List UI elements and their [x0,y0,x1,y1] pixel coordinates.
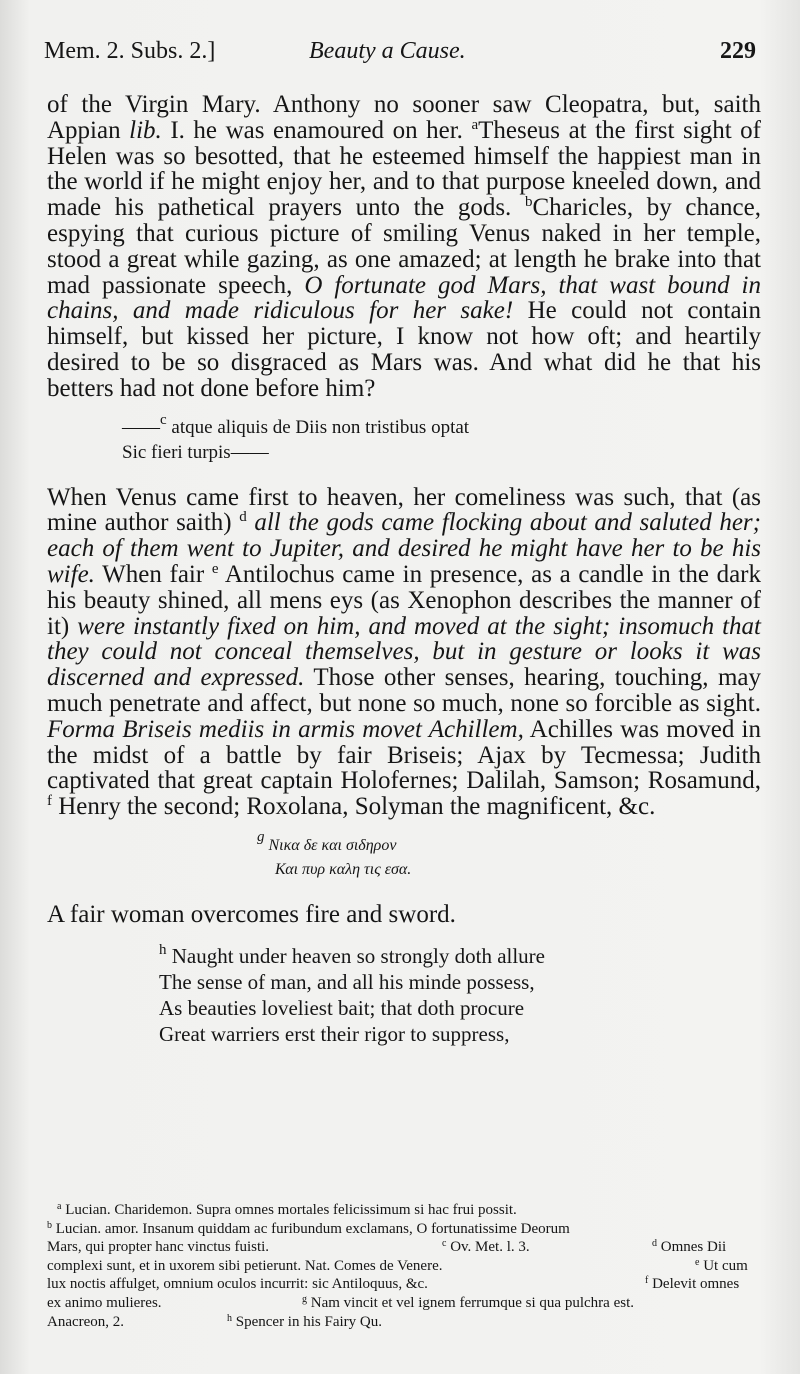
footnote-line [47,1313,759,1332]
text-run: I. he was enamoured on her. [161,116,472,144]
footnote-mark: h [227,1312,232,1324]
footnote-line [47,1275,759,1294]
verse-line: Και πυρ καλη τις εσα. [275,860,412,878]
verse-line: Great warriers erst their rigor to suppress, [159,1021,510,1046]
text-run: of the Virgin Mary. Anthony no sooner saw Cleopatra, but, saith Appian [47,91,761,144]
text-run: When fair [94,560,212,588]
footnote-b-continued: Mars, qui propter hanc vinctus fuisti. [47,1239,270,1256]
footnote-marker-d: d [239,509,247,526]
verse-line: The sense of man, and all his minde possess, [159,969,535,994]
footnotes [47,1201,759,1331]
footnote-text: Ut cum [699,1257,748,1274]
italic-run: were instantly fixed on him, and moved at the sight; insomuch that they could not conceal themselves, but in gesture or looks it was discerned and expressed. [47,612,762,692]
verse-line [159,943,761,969]
footnote-h [227,1313,382,1332]
italic-run: lib. [129,116,162,144]
italic-run: O fortunate god Mars, that wast bound in chains, and made ridiculous for her sake! [47,271,762,325]
footnote-line [47,1220,759,1239]
footnote-text: Spencer in his Fairy Qu. [232,1313,382,1330]
footnote-line [47,1238,759,1257]
verse-line [122,411,761,440]
footnote-b [47,1220,570,1239]
footnote-marker-h: h [159,941,167,958]
footnote-line [47,1257,759,1276]
verse-line: As beauties loveliest bait; that doth procure [159,995,525,1020]
text-run: When Venus came first to heaven, her comeliness was such, that (as mine author saith) [47,483,761,537]
footnote-text: Lucian. amor. Insanum quiddam ac furibundum exclamans, O fortunatissime Deorum [52,1220,570,1237]
verse-text: Νικα δε και σιδηρον [264,836,397,854]
footnote-d [652,1238,726,1257]
text-run: Charicles, by chance, espying that curious picture of smiling Venus naked in her temple, stood a great while gazing, as one amazed; at length he brake into that mad passionate speech, [47,194,761,299]
verse-text: atque aliquis de Diis non tristibus optat [166,416,470,438]
footnote-e [695,1257,748,1276]
paragraph-2 [47,485,761,820]
translation-line: A fair woman overcomes fire and sword. [47,900,456,928]
header-section-ref: Mem. 2. Subs. 2.] [44,38,216,64]
text-run: He could not contain himself, but kissed her picture, I know not how oft; and heartily desired to be so disgraced as Mars was. And what did he that his betters had not done before him? [47,297,761,402]
footnote-a [57,1201,517,1220]
text-run: Those other senses, hearing, touching, may much penetrate and affect, but none so much, none so forcible as sight. [47,664,761,717]
latin-verse [122,411,761,465]
footnote-line [47,1201,759,1220]
footnote-text: Lucian. Charidemon. Supra omnes mortales felicissimum si hac frui possit. [61,1202,517,1218]
footnote-mark: e [695,1256,700,1268]
footnote-text: Delevit omnes [648,1276,740,1293]
paragraph-1 [47,92,761,402]
footnote-f-continued: ex animo mulieres. [47,1294,162,1311]
text-run: Theseus at the first sight of Helen was so besotted, that he esteemed himself the happiest man in the world if he might enjoy her, and to that purpose kneeled down, and made his pathetical prayers unto the gods. [47,116,761,222]
footnote-f [645,1275,739,1294]
english-verse [159,943,761,1047]
footnote-e-continued: lux noctis affulget, omnium oculos incurrit: sic Antiloquus, &c. [47,1276,428,1293]
footnote-g-continued: Anacreon, 2. [47,1313,125,1330]
footnote-marker-f: f [47,793,52,810]
footnote-d-continued: complexi sunt, et in uxorem sibi petierunt. Nat. Comes de Venere. [47,1257,443,1274]
footnote-marker-e: e [211,560,219,577]
header-title: Beauty a Cause. [309,38,466,64]
footnote-text: Nam vincit et vel ignem ferrumque si qua pulchra est. [307,1294,634,1311]
footnote-g [302,1294,634,1313]
footnote-mark: b [47,1219,52,1231]
footnote-marker-c: c [160,411,167,428]
verse-line [257,828,761,858]
running-header [44,38,756,72]
footnote-marker-g: g [257,828,265,845]
footnote-mark: a [57,1201,62,1212]
dash: —— [122,416,160,438]
footnote-marker-b: b [524,194,533,211]
footnote-text: Ov. Met. l. 3. [446,1239,530,1256]
footnote-mark: f [645,1275,649,1287]
footnote-mark: g [302,1293,307,1305]
footnote-marker-a: a [471,116,479,133]
text-run: Antilochus came in presence, as a candle in the dark his beauty shined, all mens eys (as Xenophon describes the manner of it) [47,560,762,640]
footnote-text: Omnes Dii [657,1239,727,1256]
footnote-mark: d [652,1238,657,1250]
footnote-c [442,1238,530,1257]
greek-verse [257,828,761,882]
footnote-line [47,1294,759,1313]
text-run: Henry the second; Roxolana, Solyman the magnificent, &c. [52,793,656,821]
main-text [47,92,761,1047]
verse-line: Sic fieri turpis—— [122,441,269,463]
page-number: 229 [720,38,756,64]
italic-run: all the gods came flocking about and saluted her; each of them went to Jupiter, and desired he might have her to be his wife. [47,509,761,588]
italic-run: Forma Briseis mediis in armis movet Achillem, [47,715,524,743]
verse-text: Naught under heaven so strongly doth allure [166,943,545,968]
text-run: Achilles was moved in the midst of a battle by fair Briseis; Ajax by Tecmessa; Judith captivated that great captain Holofernes; Dalilah, Samson; Rosamund, [47,715,761,795]
footnote-mark: c [442,1238,447,1250]
